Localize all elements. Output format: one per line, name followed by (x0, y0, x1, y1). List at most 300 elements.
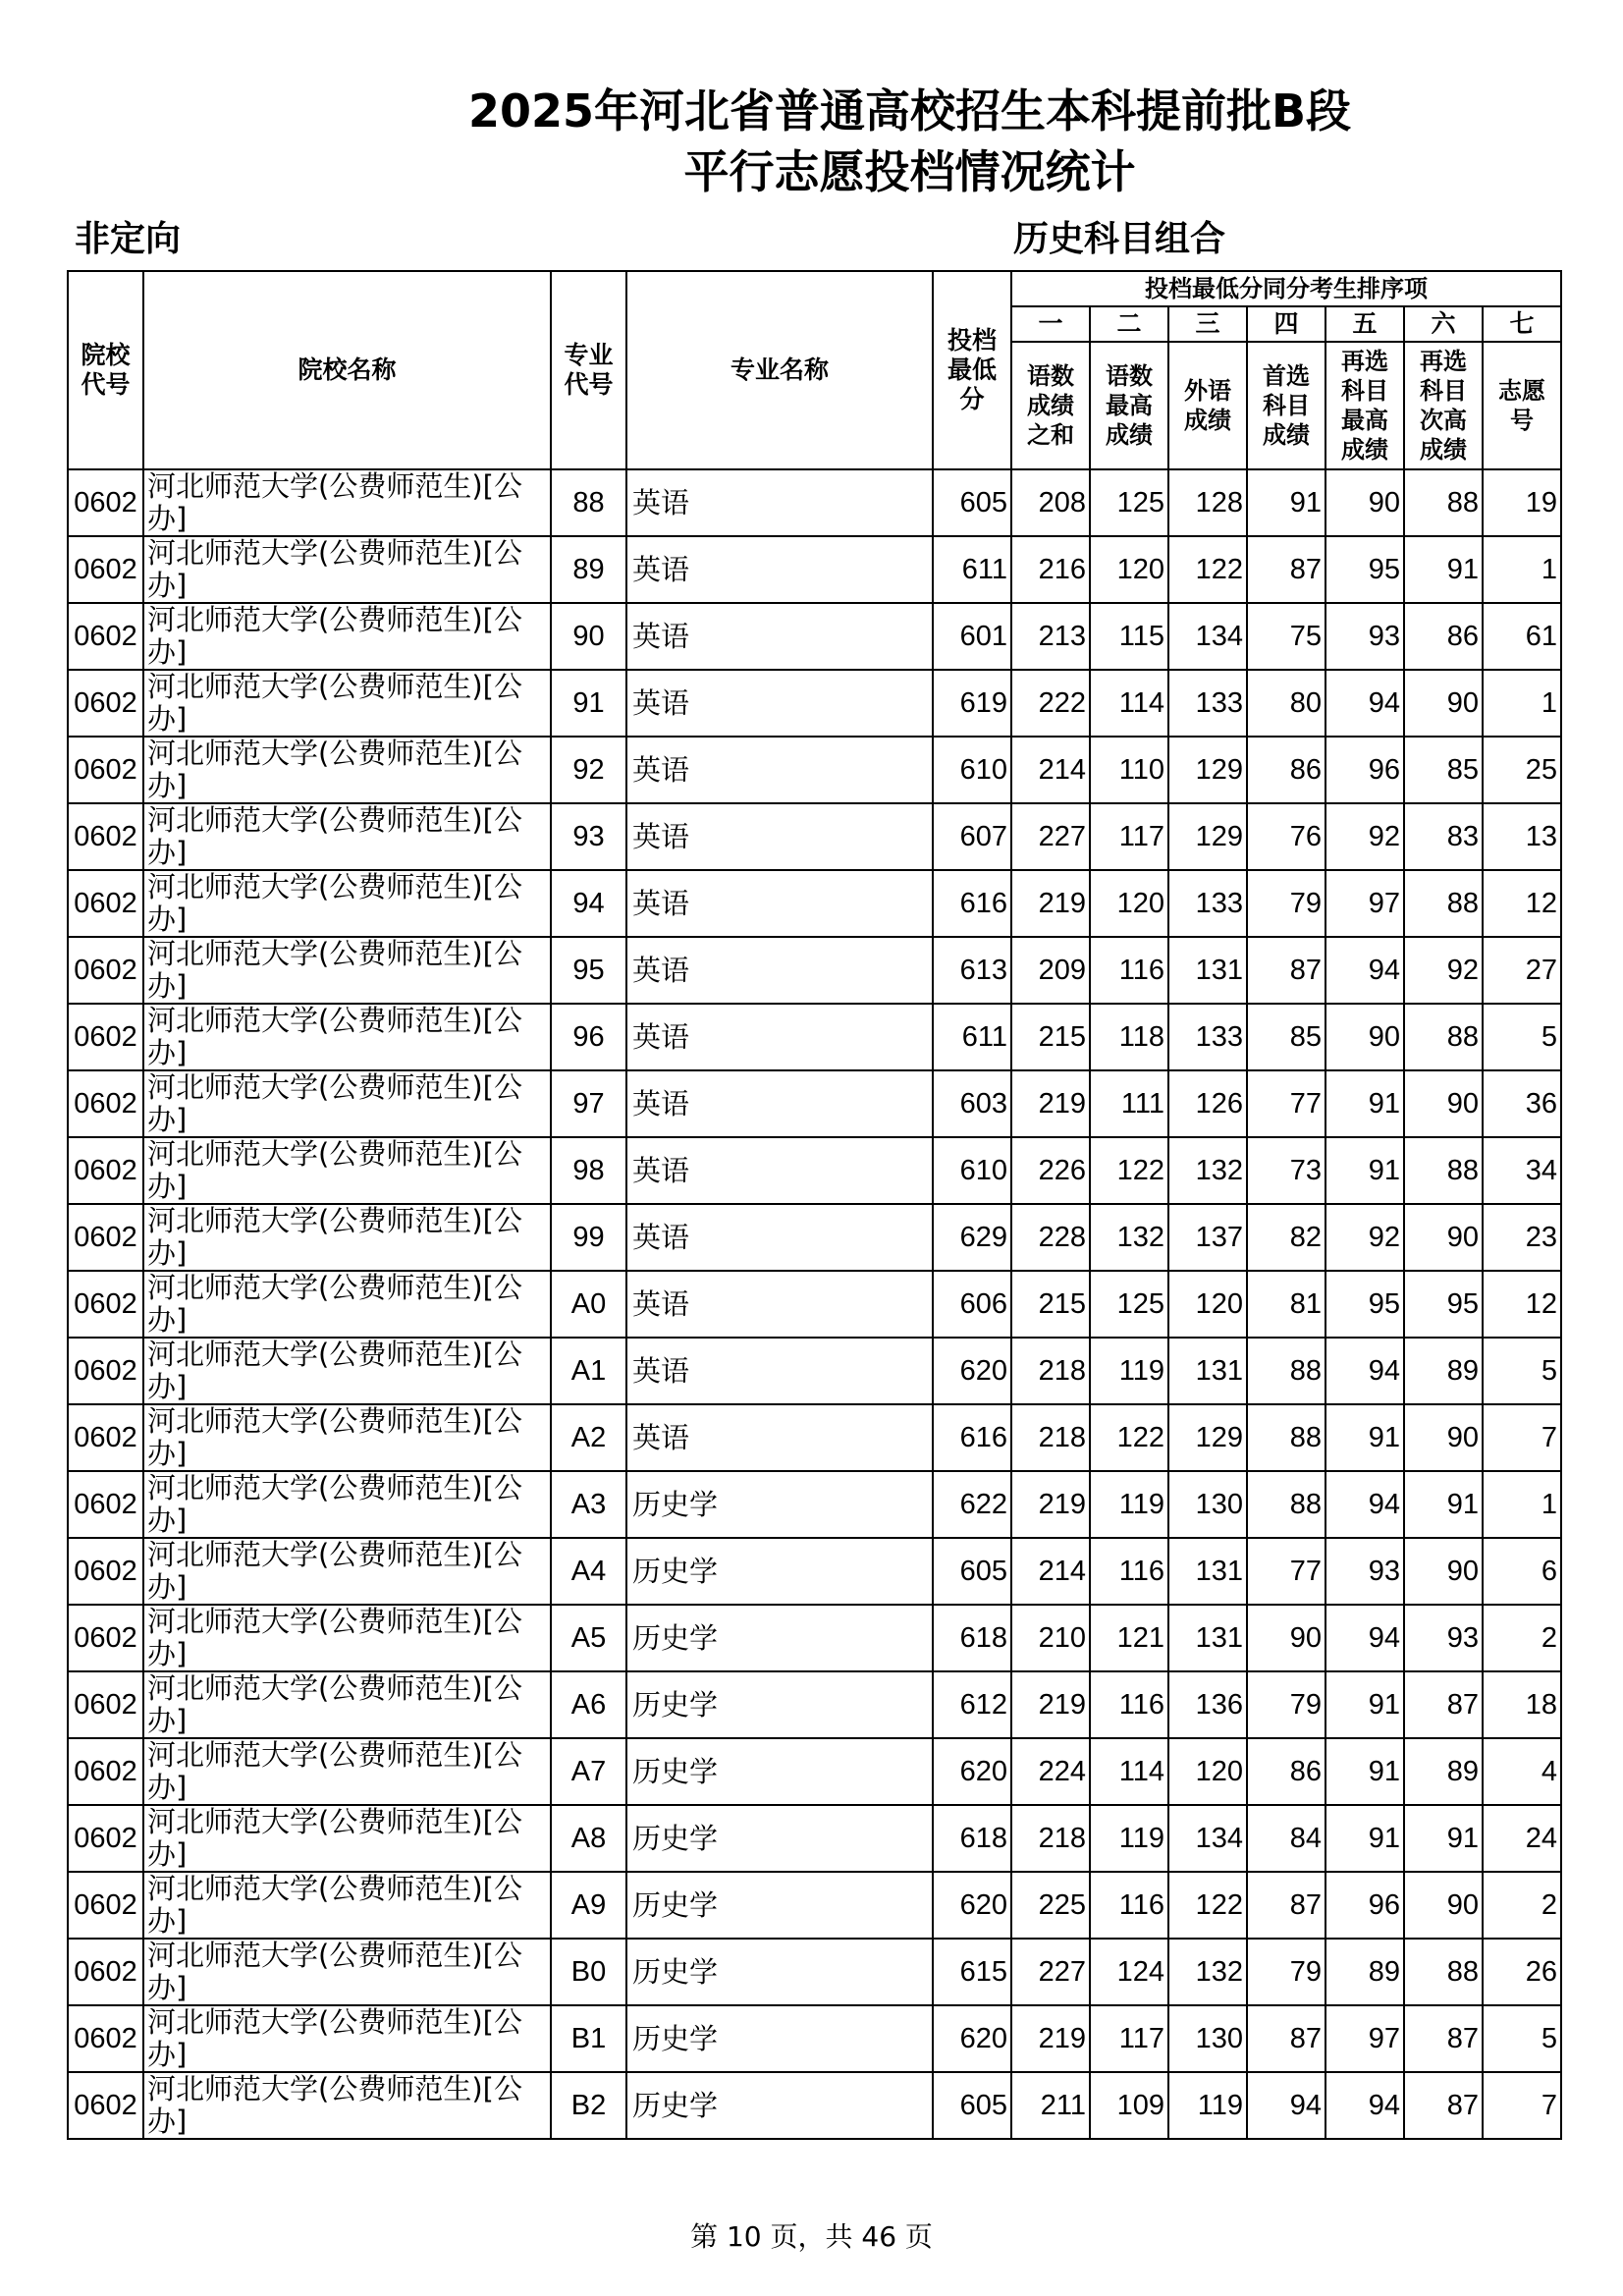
school-code-cell: 0602 (68, 1671, 143, 1738)
second-subject-max-cell: 94 (1325, 937, 1404, 1004)
first-subject-cell: 88 (1247, 1471, 1325, 1538)
major-name-cell: 历史学 (626, 1939, 933, 2005)
major-code-cell: A6 (551, 1671, 626, 1738)
table-row (68, 2072, 1561, 2139)
major-name-cell: 历史学 (626, 1671, 933, 1738)
header-order-6: 六 (1404, 306, 1483, 342)
min-score-cell: 606 (933, 1271, 1011, 1338)
preference-number-cell: 13 (1483, 803, 1561, 870)
table-row (68, 1471, 1561, 1538)
major-code-cell: B1 (551, 2005, 626, 2072)
table-row (68, 1070, 1561, 1137)
second-subject-next-cell: 90 (1404, 670, 1483, 737)
major-name-cell: 历史学 (626, 1872, 933, 1939)
page-subtitle: 平行志愿投档情况统计 (683, 145, 1136, 198)
second-subject-max-cell: 89 (1325, 1939, 1404, 2005)
school-code-cell: 0602 (68, 737, 143, 803)
second-subject-next-cell: 91 (1404, 536, 1483, 603)
min-score-cell: 616 (933, 870, 1011, 937)
header-item-3: 外语成绩 (1168, 342, 1247, 469)
foreign-language-cell: 131 (1168, 1605, 1247, 1671)
foreign-language-cell: 133 (1168, 870, 1247, 937)
score-max-cell: 118 (1090, 1004, 1168, 1070)
score-sum-cell: 228 (1011, 1204, 1090, 1271)
major-code-cell: B0 (551, 1939, 626, 2005)
score-sum-cell: 215 (1011, 1004, 1090, 1070)
table-row (68, 870, 1561, 937)
school-name-cell: 河北师范大学(公费师范生)[公办] (143, 737, 551, 803)
school-name-cell: 河北师范大学(公费师范生)[公办] (143, 1338, 551, 1404)
foreign-language-cell: 137 (1168, 1204, 1247, 1271)
second-subject-next-cell: 90 (1404, 1538, 1483, 1605)
school-code-cell: 0602 (68, 1070, 143, 1137)
min-score-cell: 622 (933, 1471, 1011, 1538)
school-name-cell: 河北师范大学(公费师范生)[公办] (143, 1671, 551, 1738)
table-row (68, 1605, 1561, 1671)
school-name-cell: 河北师范大学(公费师范生)[公办] (143, 536, 551, 603)
school-name-cell: 河北师范大学(公费师范生)[公办] (143, 670, 551, 737)
table-row (68, 1738, 1561, 1805)
min-score-cell: 607 (933, 803, 1011, 870)
major-name-cell: 英语 (626, 803, 933, 870)
header-order-4: 四 (1247, 306, 1325, 342)
first-subject-cell: 86 (1247, 1738, 1325, 1805)
major-name-cell: 英语 (626, 469, 933, 536)
foreign-language-cell: 131 (1168, 1538, 1247, 1605)
first-subject-cell: 73 (1247, 1137, 1325, 1204)
first-subject-cell: 88 (1247, 1338, 1325, 1404)
foreign-language-cell: 133 (1168, 1004, 1247, 1070)
major-name-cell: 英语 (626, 1404, 933, 1471)
preference-number-cell: 12 (1483, 1271, 1561, 1338)
second-subject-max-cell: 97 (1325, 870, 1404, 937)
major-name-cell: 英语 (626, 603, 933, 670)
school-name-cell: 河北师范大学(公费师范生)[公办] (143, 603, 551, 670)
score-sum-cell: 227 (1011, 803, 1090, 870)
table-row (68, 1538, 1561, 1605)
second-subject-max-cell: 95 (1325, 1271, 1404, 1338)
school-code-cell: 0602 (68, 536, 143, 603)
major-code-cell: A4 (551, 1538, 626, 1605)
first-subject-cell: 79 (1247, 1671, 1325, 1738)
major-name-cell: 历史学 (626, 2072, 933, 2139)
score-sum-cell: 218 (1011, 1404, 1090, 1471)
score-max-cell: 111 (1090, 1070, 1168, 1137)
second-subject-next-cell: 86 (1404, 603, 1483, 670)
foreign-language-cell: 122 (1168, 1872, 1247, 1939)
school-name-cell: 河北师范大学(公费师范生)[公办] (143, 1004, 551, 1070)
preference-number-cell: 12 (1483, 870, 1561, 937)
score-sum-cell: 208 (1011, 469, 1090, 536)
first-subject-cell: 91 (1247, 469, 1325, 536)
score-max-cell: 117 (1090, 2005, 1168, 2072)
admission-table (67, 270, 1562, 2140)
second-subject-max-cell: 91 (1325, 1738, 1404, 1805)
major-code-cell: 98 (551, 1137, 626, 1204)
min-score-cell: 610 (933, 737, 1011, 803)
table-row (68, 803, 1561, 870)
school-name-cell: 河北师范大学(公费师范生)[公办] (143, 937, 551, 1004)
page-footer: 第 10 页，共 46 页 (690, 2220, 933, 2253)
preference-number-cell: 5 (1483, 1338, 1561, 1404)
second-subject-max-cell: 91 (1325, 1070, 1404, 1137)
first-subject-cell: 87 (1247, 536, 1325, 603)
school-code-cell: 0602 (68, 803, 143, 870)
header-school-name: 院校名称 (143, 271, 551, 469)
school-name-cell: 河北师范大学(公费师范生)[公办] (143, 870, 551, 937)
second-subject-next-cell: 88 (1404, 1939, 1483, 2005)
table-row (68, 1271, 1561, 1338)
second-subject-max-cell: 91 (1325, 1671, 1404, 1738)
major-code-cell: 97 (551, 1070, 626, 1137)
score-max-cell: 119 (1090, 1338, 1168, 1404)
foreign-language-cell: 130 (1168, 1471, 1247, 1538)
preference-number-cell: 61 (1483, 603, 1561, 670)
second-subject-max-cell: 91 (1325, 1137, 1404, 1204)
major-code-cell: A9 (551, 1872, 626, 1939)
score-sum-cell: 219 (1011, 2005, 1090, 2072)
second-subject-max-cell: 91 (1325, 1805, 1404, 1872)
preference-number-cell: 23 (1483, 1204, 1561, 1271)
second-subject-next-cell: 87 (1404, 2072, 1483, 2139)
min-score-cell: 605 (933, 469, 1011, 536)
min-score-cell: 620 (933, 1338, 1011, 1404)
score-sum-cell: 218 (1011, 1805, 1090, 1872)
table-row (68, 1872, 1561, 1939)
second-subject-max-cell: 94 (1325, 670, 1404, 737)
school-code-cell: 0602 (68, 469, 143, 536)
foreign-language-cell: 128 (1168, 469, 1247, 536)
school-name-cell: 河北师范大学(公费师范生)[公办] (143, 469, 551, 536)
school-code-cell: 0602 (68, 1204, 143, 1271)
school-name-cell: 河北师范大学(公费师范生)[公办] (143, 1404, 551, 1471)
major-code-cell: 93 (551, 803, 626, 870)
major-name-cell: 历史学 (626, 1471, 933, 1538)
score-sum-cell: 214 (1011, 1538, 1090, 1605)
major-name-cell: 英语 (626, 870, 933, 937)
second-subject-next-cell: 90 (1404, 1872, 1483, 1939)
score-sum-cell: 215 (1011, 1271, 1090, 1338)
preference-number-cell: 25 (1483, 737, 1561, 803)
school-name-cell: 河北师范大学(公费师范生)[公办] (143, 1738, 551, 1805)
min-score-cell: 620 (933, 2005, 1011, 2072)
min-score-cell: 629 (933, 1204, 1011, 1271)
major-name-cell: 英语 (626, 737, 933, 803)
second-subject-max-cell: 93 (1325, 1538, 1404, 1605)
score-sum-cell: 214 (1011, 737, 1090, 803)
second-subject-next-cell: 87 (1404, 1671, 1483, 1738)
score-sum-cell: 210 (1011, 1605, 1090, 1671)
school-code-cell: 0602 (68, 1872, 143, 1939)
header-item-2: 语数最高成绩 (1090, 342, 1168, 469)
second-subject-next-cell: 91 (1404, 1471, 1483, 1538)
second-subject-max-cell: 97 (1325, 2005, 1404, 2072)
score-sum-cell: 219 (1011, 870, 1090, 937)
score-sum-cell: 219 (1011, 1471, 1090, 1538)
first-subject-cell: 87 (1247, 2005, 1325, 2072)
table-row (68, 670, 1561, 737)
second-subject-max-cell: 96 (1325, 1872, 1404, 1939)
foreign-language-cell: 129 (1168, 803, 1247, 870)
header-major-code: 专业代号 (551, 271, 626, 469)
major-name-cell: 英语 (626, 1070, 933, 1137)
table-row (68, 1338, 1561, 1404)
header-order-2: 二 (1090, 306, 1168, 342)
school-code-cell: 0602 (68, 1471, 143, 1538)
score-sum-cell: 219 (1011, 1070, 1090, 1137)
header-order-1: 一 (1011, 306, 1090, 342)
second-subject-next-cell: 88 (1404, 1137, 1483, 1204)
foreign-language-cell: 131 (1168, 1338, 1247, 1404)
foreign-language-cell: 129 (1168, 737, 1247, 803)
school-code-cell: 0602 (68, 937, 143, 1004)
header-item-6: 再选科目次高成绩 (1404, 342, 1483, 469)
school-name-cell: 河北师范大学(公费师范生)[公办] (143, 1805, 551, 1872)
header-item-1: 语数成绩之和 (1011, 342, 1090, 469)
table-row (68, 2005, 1561, 2072)
preference-number-cell: 5 (1483, 2005, 1561, 2072)
preference-number-cell: 26 (1483, 1939, 1561, 2005)
second-subject-next-cell: 87 (1404, 2005, 1483, 2072)
table-row (68, 1939, 1561, 2005)
second-subject-max-cell: 94 (1325, 1471, 1404, 1538)
school-name-cell: 河北师范大学(公费师范生)[公办] (143, 2005, 551, 2072)
first-subject-cell: 84 (1247, 1805, 1325, 1872)
school-code-cell: 0602 (68, 2072, 143, 2139)
second-subject-next-cell: 83 (1404, 803, 1483, 870)
table-row (68, 1404, 1561, 1471)
min-score-cell: 612 (933, 1671, 1011, 1738)
preference-number-cell: 1 (1483, 670, 1561, 737)
category-label: 非定向 (75, 219, 182, 259)
min-score-cell: 611 (933, 1004, 1011, 1070)
preference-number-cell: 24 (1483, 1805, 1561, 1872)
score-max-cell: 116 (1090, 1872, 1168, 1939)
preference-number-cell: 2 (1483, 1605, 1561, 1671)
foreign-language-cell: 122 (1168, 536, 1247, 603)
score-sum-cell: 219 (1011, 1671, 1090, 1738)
first-subject-cell: 90 (1247, 1605, 1325, 1671)
second-subject-max-cell: 92 (1325, 803, 1404, 870)
min-score-cell: 610 (933, 1137, 1011, 1204)
min-score-cell: 616 (933, 1404, 1011, 1471)
table-row (68, 1004, 1561, 1070)
foreign-language-cell: 131 (1168, 937, 1247, 1004)
school-code-cell: 0602 (68, 1404, 143, 1471)
score-max-cell: 119 (1090, 1471, 1168, 1538)
second-subject-max-cell: 92 (1325, 1204, 1404, 1271)
major-code-cell: 89 (551, 536, 626, 603)
subject-combination-label: 历史科目组合 (1013, 219, 1226, 259)
major-code-cell: 95 (551, 937, 626, 1004)
table-row (68, 536, 1561, 603)
score-sum-cell: 218 (1011, 1338, 1090, 1404)
major-code-cell: 88 (551, 469, 626, 536)
header-rank-group: 投档最低分同分考生排序项 (1011, 271, 1561, 306)
major-name-cell: 历史学 (626, 1538, 933, 1605)
min-score-cell: 620 (933, 1872, 1011, 1939)
major-code-cell: A7 (551, 1738, 626, 1805)
second-subject-max-cell: 94 (1325, 1605, 1404, 1671)
score-sum-cell: 224 (1011, 1738, 1090, 1805)
foreign-language-cell: 126 (1168, 1070, 1247, 1137)
foreign-language-cell: 136 (1168, 1671, 1247, 1738)
major-code-cell: 94 (551, 870, 626, 937)
school-name-cell: 河北师范大学(公费师范生)[公办] (143, 1538, 551, 1605)
major-code-cell: 91 (551, 670, 626, 737)
min-score-cell: 611 (933, 536, 1011, 603)
foreign-language-cell: 132 (1168, 1939, 1247, 2005)
second-subject-next-cell: 88 (1404, 870, 1483, 937)
score-max-cell: 132 (1090, 1204, 1168, 1271)
first-subject-cell: 94 (1247, 2072, 1325, 2139)
major-name-cell: 历史学 (626, 1805, 933, 1872)
score-sum-cell: 211 (1011, 2072, 1090, 2139)
major-name-cell: 英语 (626, 1004, 933, 1070)
score-max-cell: 125 (1090, 469, 1168, 536)
first-subject-cell: 88 (1247, 1404, 1325, 1471)
header-min-score: 投档最低分 (933, 271, 1011, 469)
major-name-cell: 英语 (626, 1137, 933, 1204)
second-subject-next-cell: 89 (1404, 1338, 1483, 1404)
first-subject-cell: 81 (1247, 1271, 1325, 1338)
foreign-language-cell: 134 (1168, 603, 1247, 670)
school-code-cell: 0602 (68, 1939, 143, 2005)
score-sum-cell: 225 (1011, 1872, 1090, 1939)
second-subject-next-cell: 90 (1404, 1204, 1483, 1271)
second-subject-max-cell: 94 (1325, 1338, 1404, 1404)
second-subject-next-cell: 88 (1404, 1004, 1483, 1070)
second-subject-next-cell: 85 (1404, 737, 1483, 803)
min-score-cell: 615 (933, 1939, 1011, 2005)
score-max-cell: 120 (1090, 536, 1168, 603)
preference-number-cell: 1 (1483, 536, 1561, 603)
school-code-cell: 0602 (68, 1538, 143, 1605)
score-sum-cell: 222 (1011, 670, 1090, 737)
second-subject-next-cell: 89 (1404, 1738, 1483, 1805)
first-subject-cell: 87 (1247, 1872, 1325, 1939)
score-max-cell: 109 (1090, 2072, 1168, 2139)
first-subject-cell: 80 (1247, 670, 1325, 737)
school-name-cell: 河北师范大学(公费师范生)[公办] (143, 1137, 551, 1204)
score-max-cell: 117 (1090, 803, 1168, 870)
first-subject-cell: 77 (1247, 1538, 1325, 1605)
first-subject-cell: 76 (1247, 803, 1325, 870)
preference-number-cell: 7 (1483, 2072, 1561, 2139)
min-score-cell: 603 (933, 1070, 1011, 1137)
school-name-cell: 河北师范大学(公费师范生)[公办] (143, 1471, 551, 1538)
school-code-cell: 0602 (68, 2005, 143, 2072)
min-score-cell: 601 (933, 603, 1011, 670)
second-subject-max-cell: 90 (1325, 469, 1404, 536)
header-order-3: 三 (1168, 306, 1247, 342)
score-max-cell: 124 (1090, 1939, 1168, 2005)
major-code-cell: A2 (551, 1404, 626, 1471)
school-code-cell: 0602 (68, 1137, 143, 1204)
major-name-cell: 历史学 (626, 1738, 933, 1805)
header-order-5: 五 (1325, 306, 1404, 342)
school-code-cell: 0602 (68, 670, 143, 737)
table-row (68, 737, 1561, 803)
min-score-cell: 618 (933, 1805, 1011, 1872)
major-code-cell: 90 (551, 603, 626, 670)
major-code-cell: A0 (551, 1271, 626, 1338)
score-max-cell: 120 (1090, 870, 1168, 937)
school-code-cell: 0602 (68, 603, 143, 670)
school-name-cell: 河北师范大学(公费师范生)[公办] (143, 2072, 551, 2139)
preference-number-cell: 5 (1483, 1004, 1561, 1070)
table-row (68, 1805, 1561, 1872)
first-subject-cell: 82 (1247, 1204, 1325, 1271)
second-subject-max-cell: 95 (1325, 536, 1404, 603)
first-subject-cell: 79 (1247, 870, 1325, 937)
second-subject-max-cell: 93 (1325, 603, 1404, 670)
major-name-cell: 英语 (626, 670, 933, 737)
major-code-cell: A1 (551, 1338, 626, 1404)
foreign-language-cell: 120 (1168, 1271, 1247, 1338)
score-max-cell: 116 (1090, 1671, 1168, 1738)
foreign-language-cell: 133 (1168, 670, 1247, 737)
score-max-cell: 114 (1090, 670, 1168, 737)
major-code-cell: 96 (551, 1004, 626, 1070)
min-score-cell: 613 (933, 937, 1011, 1004)
preference-number-cell: 18 (1483, 1671, 1561, 1738)
score-sum-cell: 213 (1011, 603, 1090, 670)
second-subject-next-cell: 90 (1404, 1070, 1483, 1137)
school-code-cell: 0602 (68, 870, 143, 937)
major-name-cell: 英语 (626, 1338, 933, 1404)
score-max-cell: 114 (1090, 1738, 1168, 1805)
major-code-cell: 92 (551, 737, 626, 803)
min-score-cell: 619 (933, 670, 1011, 737)
school-name-cell: 河北师范大学(公费师范生)[公办] (143, 803, 551, 870)
second-subject-next-cell: 90 (1404, 1404, 1483, 1471)
table-row (68, 469, 1561, 536)
major-code-cell: B2 (551, 2072, 626, 2139)
header-major-name: 专业名称 (626, 271, 933, 469)
foreign-language-cell: 129 (1168, 1404, 1247, 1471)
major-code-cell: 99 (551, 1204, 626, 1271)
header-order-7: 七 (1483, 306, 1561, 342)
score-sum-cell: 209 (1011, 937, 1090, 1004)
table-row (68, 1204, 1561, 1271)
foreign-language-cell: 132 (1168, 1137, 1247, 1204)
first-subject-cell: 79 (1247, 1939, 1325, 2005)
first-subject-cell: 86 (1247, 737, 1325, 803)
school-code-cell: 0602 (68, 1338, 143, 1404)
school-code-cell: 0602 (68, 1004, 143, 1070)
school-name-cell: 河北师范大学(公费师范生)[公办] (143, 1271, 551, 1338)
school-name-cell: 河北师范大学(公费师范生)[公办] (143, 1605, 551, 1671)
major-name-cell: 英语 (626, 1271, 933, 1338)
table-row (68, 937, 1561, 1004)
foreign-language-cell: 134 (1168, 1805, 1247, 1872)
table-row (68, 603, 1561, 670)
school-name-cell: 河北师范大学(公费师范生)[公办] (143, 1939, 551, 2005)
second-subject-max-cell: 91 (1325, 1404, 1404, 1471)
score-max-cell: 116 (1090, 1538, 1168, 1605)
preference-number-cell: 19 (1483, 469, 1561, 536)
preference-number-cell: 2 (1483, 1872, 1561, 1939)
first-subject-cell: 75 (1247, 603, 1325, 670)
header-school-code: 院校代号 (68, 271, 143, 469)
score-max-cell: 116 (1090, 937, 1168, 1004)
score-sum-cell: 216 (1011, 536, 1090, 603)
score-sum-cell: 226 (1011, 1137, 1090, 1204)
major-code-cell: A5 (551, 1605, 626, 1671)
header-item-5: 再选科目最高成绩 (1325, 342, 1404, 469)
score-max-cell: 110 (1090, 737, 1168, 803)
